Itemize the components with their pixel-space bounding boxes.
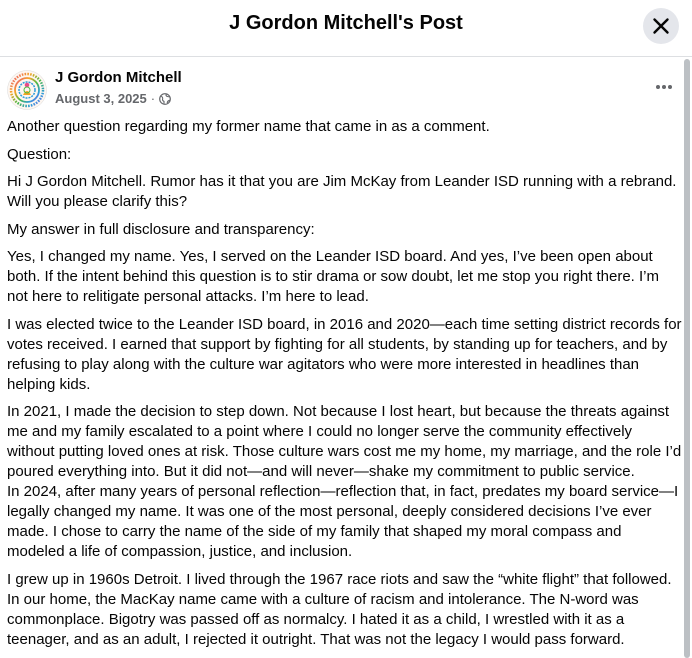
post-paragraph: I was elected twice to the Leander ISD board, in 2016 and 2020—each time setting district records for votes received. I earned that support by fighting for all students, by standing up for teachers, and by refusing to play along with the culture war agitators who were more interested in headlines than helping kids. [7, 315, 682, 393]
dialog-header [0, 0, 692, 57]
avatar[interactable] [7, 70, 47, 110]
post-paragraph: I grew up in 1960s Detroit. I lived through the 1967 race riots and saw the “white flight” that followed. In our home, the MacKay name came with a culture of racism and intolerance. The N-word was commonplace. Bigotry was passed off as normalcy. I hated it as a child, I wrestled with it as a teenager, and as an adult, I rejected it outright. That was not the legacy I would pass forward. [7, 570, 672, 648]
post-paragraph: Yes, I changed my name. Yes, I served on the Leander ISD board. And yes, I’ve been open about both. If the intent behind this question is to stir drama or sow doubt, let me stop you right there. I’m not here to relitigate personal attacks. I’m here to lead. [7, 248, 660, 305]
close-icon [651, 16, 671, 36]
post-paragraph: Question: [7, 145, 72, 163]
more-options-button[interactable] [652, 75, 676, 99]
meta-separator: · [150, 91, 156, 106]
post-header [7, 69, 677, 109]
more-options-icon [655, 84, 673, 90]
post-paragraph: My answer in full disclosure and transparency: [7, 220, 315, 238]
post-paragraph: Hi J Gordon Mitchell. Rumor has it that you are Jim McKay from Leander ISD running with a rebrand. Will you please clarify this? [7, 173, 677, 210]
post-paragraph: In 2021, I made the decision to step down. Not because I lost heart, but because the threats against me and my family escalated to a point where I could no longer serve the community effectively without putting loved ones at risk. Those culture wars cost me my home, my marriage, and the role I’d poured everything into. But it did not—and will never—shake my commitment to public service. [7, 403, 682, 480]
scrollbar-thumb[interactable] [684, 59, 690, 658]
dialog-title: J Gordon Mitchell's Post [229, 12, 463, 34]
scrollbar[interactable] [683, 57, 692, 658]
close-button[interactable] [643, 8, 679, 44]
author-name[interactable]: J Gordon Mitchell [55, 69, 182, 86]
post-paragraph: Another question regarding my former name that came in as a comment. [7, 118, 490, 135]
post-meta [55, 91, 171, 106]
globe-icon[interactable] [159, 93, 171, 105]
post-paragraph: In 2024, after many years of personal reflection—reflection that, in fact, predates my board service—I legally changed my name. It was one of the most personal, deeply considered decisions I’ve ever made. I chose to carry the name of the side of my family that shaped my moral compass and modeled a life of compassion, justice, and inclusion. [7, 483, 679, 560]
post-date[interactable]: August 3, 2025 [55, 91, 147, 106]
post-body [7, 117, 683, 657]
